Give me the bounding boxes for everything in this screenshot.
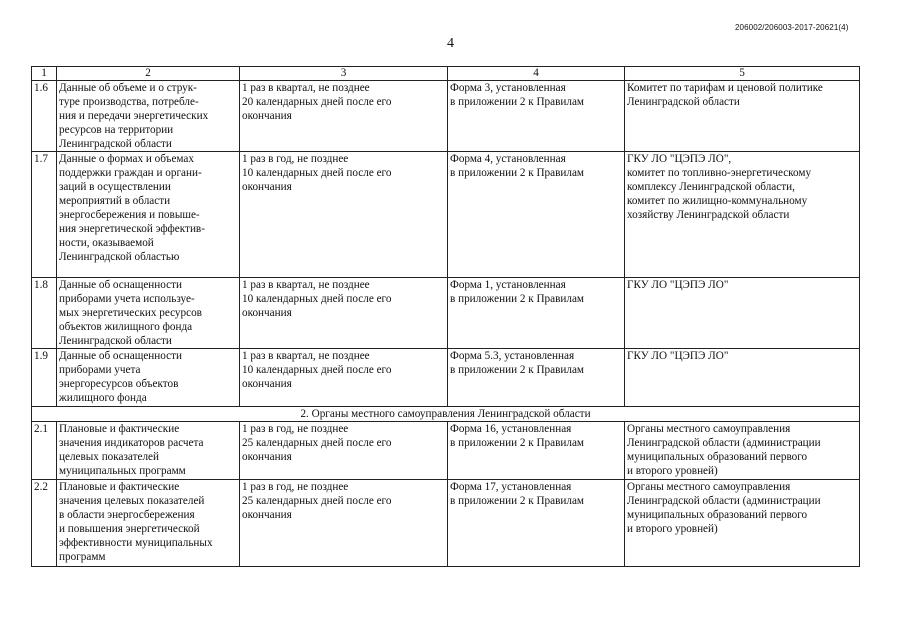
table-row — [32, 422, 860, 480]
row-number: 1.8 — [32, 278, 57, 349]
cell-text-line: 1 раз в год, не позднее — [242, 423, 349, 435]
cell-text-line: окончания — [242, 110, 292, 122]
cell-text-line: и повышения энергетической — [59, 523, 200, 535]
cell-text-line: Комитет по тарифам и ценовой политике — [627, 82, 823, 94]
cell-text-line: Форма 5.3, установленная — [450, 350, 575, 362]
table-cell-form — [448, 480, 625, 567]
cell-text-line: программ — [59, 551, 106, 563]
cell-text-line: ния энергетической эффектив- — [59, 223, 205, 235]
cell-text-line: комплексу Ленинградской области, — [627, 181, 795, 193]
cell-text-line: окончания — [242, 451, 292, 463]
cell-text-line: ГКУ ЛО "ЦЭПЭ ЛО", — [627, 153, 732, 165]
cell-text-line: муниципальных программ — [59, 465, 186, 477]
cell-text-line: поддержки граждан и органи- — [59, 167, 202, 179]
cell-text-line: ния и передачи энергетических — [59, 110, 209, 122]
cell-text-line: 10 календарных дней после его — [242, 364, 392, 376]
cell-text-line: в приложении 2 к Правилам — [450, 364, 585, 376]
cell-text-line: в приложении 2 к Правилам — [450, 167, 585, 179]
cell-text-line: Ленинградской области — [59, 335, 172, 347]
table-cell-data — [57, 81, 240, 152]
table-cell-provider — [625, 480, 860, 567]
row-number: 1.9 — [32, 349, 57, 407]
cell-text-line: 10 календарных дней после его — [242, 293, 392, 305]
table-cell-data — [57, 278, 240, 349]
page-number: 4 — [447, 36, 454, 51]
cell-text-line: и второго уровней) — [627, 465, 718, 477]
table-cell-form — [448, 81, 625, 152]
cell-text-line: 1 раз в квартал, не позднее — [242, 279, 370, 291]
cell-text-line: Форма 3, установленная — [450, 82, 566, 94]
cell-text-line: объектов жилищного фонда — [59, 321, 193, 333]
cell-text-line: окончания — [242, 181, 292, 193]
cell-text-line: в области энергосбережения — [59, 509, 195, 521]
table-cell-provider — [625, 349, 860, 407]
column-header: 2 — [57, 67, 240, 81]
table-cell-provider — [625, 278, 860, 349]
cell-text-line: и второго уровней) — [627, 523, 718, 535]
cell-text-line: Форма 16, установленная — [450, 423, 572, 435]
cell-text-line: целевых показателей — [59, 451, 159, 463]
section-row — [32, 407, 860, 422]
table-cell-data — [57, 349, 240, 407]
table-cell-data — [57, 480, 240, 567]
table-cell-period — [240, 422, 448, 480]
table-cell-period — [240, 480, 448, 567]
table-row — [32, 152, 860, 278]
cell-text-line: муниципальных образований первого — [627, 509, 808, 521]
cell-text-line: в приложении 2 к Правилам — [450, 437, 585, 449]
table-cell-provider — [625, 152, 860, 278]
cell-text-line: Ленинградской области — [59, 138, 172, 150]
row-number: 1.7 — [32, 152, 57, 278]
row-number: 2.2 — [32, 480, 57, 567]
cell-text-line: комитет по жилищно-коммунальному — [627, 195, 808, 207]
cell-text-line: 10 календарных дней после его — [242, 167, 392, 179]
cell-text-line: в приложении 2 к Правилам — [450, 293, 585, 305]
cell-text-line: 1 раз в квартал, не позднее — [242, 350, 370, 362]
cell-text-line: 25 календарных дней после его — [242, 437, 392, 449]
column-header: 4 — [448, 67, 625, 81]
cell-text-line: мых энергетических ресурсов — [59, 307, 202, 319]
cell-text-line: окончания — [242, 307, 292, 319]
table-cell-form — [448, 422, 625, 480]
cell-text-line: ГКУ ЛО "ЦЭПЭ ЛО" — [627, 279, 729, 291]
section-title: 2. Органы местного самоуправления Ленинградской области — [32, 407, 860, 422]
cell-text-line: значения индикаторов расчета — [59, 437, 204, 449]
column-header: 5 — [625, 67, 860, 81]
table-cell-period — [240, 278, 448, 349]
cell-text-line: окончания — [242, 509, 292, 521]
table-cell-data — [57, 422, 240, 480]
cell-text-line: ГКУ ЛО "ЦЭПЭ ЛО" — [627, 350, 729, 362]
cell-text-line: мероприятий в области — [59, 195, 171, 207]
table-header-row — [32, 67, 860, 81]
cell-text-line: энергоресурсов объектов — [59, 378, 179, 390]
table-cell-period — [240, 81, 448, 152]
cell-text-line: муниципальных образований первого — [627, 451, 808, 463]
cell-text-line: Ленинградской области — [627, 96, 740, 108]
cell-text-line: Органы местного самоуправления — [627, 423, 791, 435]
cell-text-line: Форма 17, установленная — [450, 481, 572, 493]
cell-text-line: комитет по топливно-энергетическому — [627, 167, 812, 179]
cell-text-line: Органы местного самоуправления — [627, 481, 791, 493]
cell-text-line: заций в осуществлении — [59, 181, 171, 193]
cell-text-line: Ленинградской области (администрации — [627, 437, 821, 449]
cell-text-line: Данные о формах и объемах — [59, 153, 194, 165]
table-row — [32, 81, 860, 152]
cell-text-line: жилищного фонда — [59, 392, 147, 404]
document-number: 206002/206003-2017-20621(4) — [735, 23, 849, 32]
table-cell-form — [448, 349, 625, 407]
cell-text-line: 1 раз в год, не позднее — [242, 481, 349, 493]
table-row — [32, 349, 860, 407]
cell-text-line: эффективности муниципальных — [59, 537, 213, 549]
cell-text-line: 1 раз в квартал, не позднее — [242, 82, 370, 94]
cell-text-line: ресурсов на территории — [59, 124, 174, 136]
column-header: 3 — [240, 67, 448, 81]
table-cell-period — [240, 152, 448, 278]
table-row — [32, 278, 860, 349]
cell-text-line: 20 календарных дней после его — [242, 96, 392, 108]
cell-text-line: Ленинградской областью — [59, 251, 180, 263]
cell-text-line: Форма 1, установленная — [450, 279, 566, 291]
cell-text-line: 1 раз в год, не позднее — [242, 153, 349, 165]
row-number: 2.1 — [32, 422, 57, 480]
cell-text-line: приборами учета — [59, 364, 141, 376]
cell-text-line: Плановые и фактические — [59, 423, 180, 435]
cell-text-line: Форма 4, установленная — [450, 153, 566, 165]
cell-text-line: Данные об оснащенности — [59, 350, 182, 362]
cell-text-line: 25 календарных дней после его — [242, 495, 392, 507]
cell-text-line: окончания — [242, 378, 292, 390]
cell-text-line: ности, оказываемой — [59, 237, 154, 249]
cell-text-line: Данные об оснащенности — [59, 279, 182, 291]
column-header: 1 — [32, 67, 57, 81]
cell-text-line: туре производства, потребле- — [59, 96, 199, 108]
table-cell-form — [448, 278, 625, 349]
table-cell-provider — [625, 81, 860, 152]
cell-text-line: в приложении 2 к Правилам — [450, 495, 585, 507]
cell-text-line: Ленинградской области (администрации — [627, 495, 821, 507]
cell-text-line: Плановые и фактические — [59, 481, 180, 493]
table-cell-data — [57, 152, 240, 278]
cell-text-line: в приложении 2 к Правилам — [450, 96, 585, 108]
cell-text-line: значения целевых показателей — [59, 495, 205, 507]
table-cell-form — [448, 152, 625, 278]
cell-text-line: приборами учета используе- — [59, 293, 195, 305]
table-cell-provider — [625, 422, 860, 480]
table-row — [32, 480, 860, 567]
table-cell-period — [240, 349, 448, 407]
cell-text-line: Данные об объеме и о струк- — [59, 82, 197, 94]
row-number: 1.6 — [32, 81, 57, 152]
cell-text-line: энергосбережения и повыше- — [59, 209, 200, 221]
reporting-table — [31, 66, 860, 567]
cell-text-line: хозяйству Ленинградской области — [627, 209, 790, 221]
